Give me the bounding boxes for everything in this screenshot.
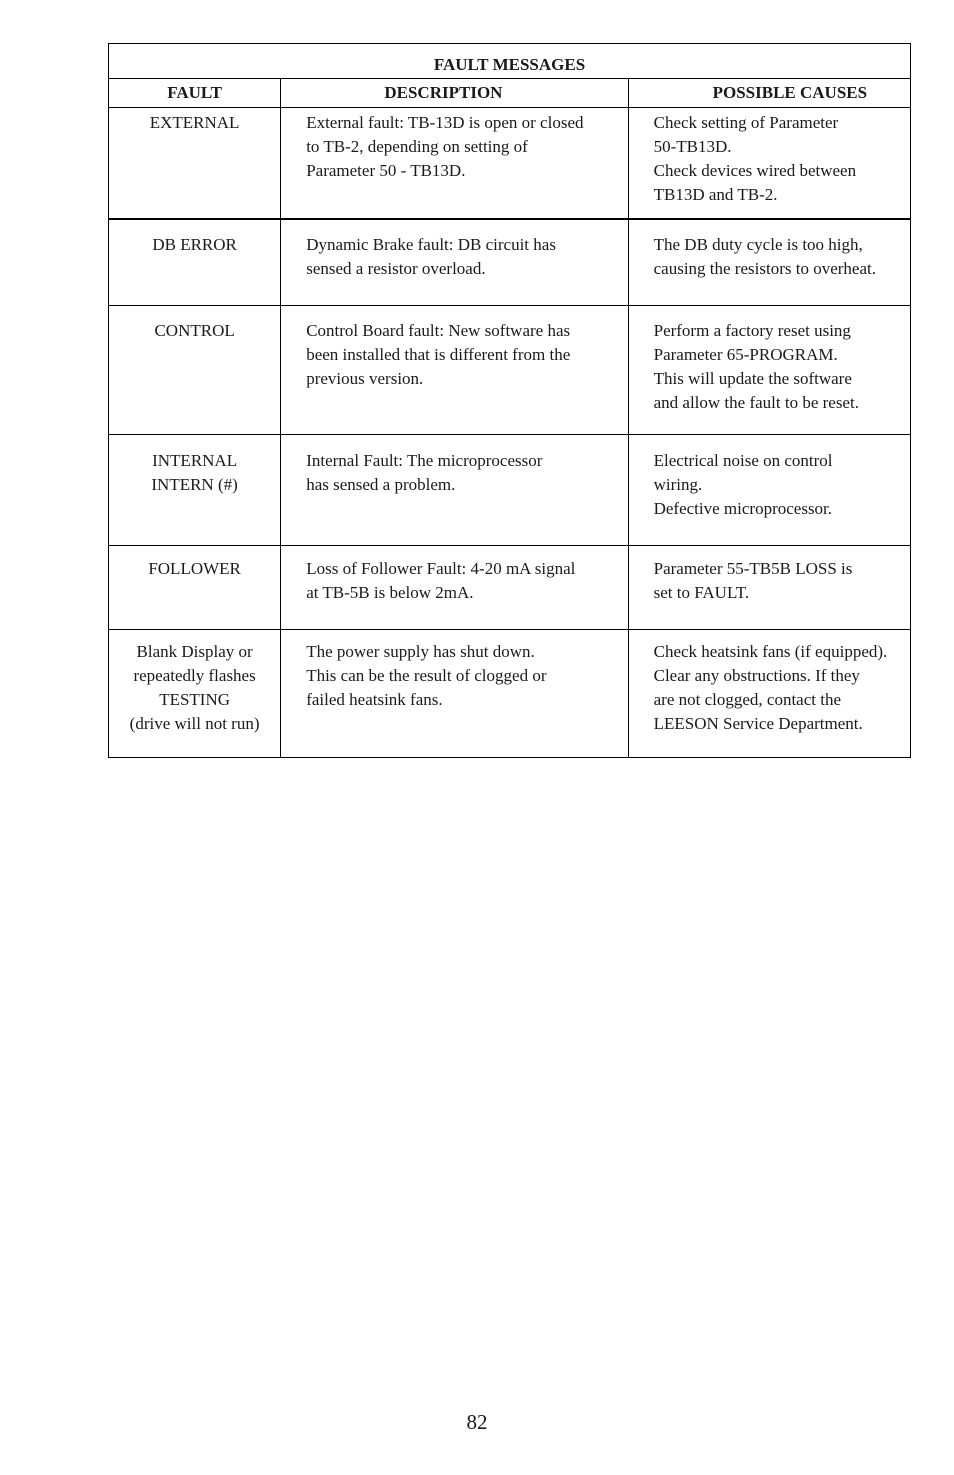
causes-text: This will update the software xyxy=(653,369,852,388)
fault-messages-table xyxy=(108,43,911,758)
causes-text: 50-TB13D. xyxy=(653,137,732,156)
fault-text: EXTERNAL xyxy=(149,113,240,132)
column-header-description: DESCRIPTION xyxy=(281,79,628,108)
causes-cell xyxy=(628,108,910,220)
description-text: Internal Fault: The microprocessor xyxy=(306,451,543,470)
description-text: This can be the result of clogged or xyxy=(306,666,547,685)
table-row xyxy=(109,546,911,630)
causes-text: Check devices wired between xyxy=(653,161,857,180)
causes-text: Check setting of Parameter xyxy=(653,113,839,132)
column-header-possible-causes: POSSIBLE CAUSES xyxy=(628,79,910,108)
causes-cell xyxy=(628,219,910,306)
fault-text: Blank Display or xyxy=(136,642,253,661)
description-cell xyxy=(281,306,628,435)
table-header-row xyxy=(109,79,911,108)
causes-text: wiring. xyxy=(653,475,703,494)
causes-text: Electrical noise on control xyxy=(653,451,833,470)
table-title-row xyxy=(109,44,911,79)
fault-text: DB ERROR xyxy=(152,235,237,254)
description-text: to TB-2, depending on setting of xyxy=(306,137,528,156)
causes-text: Parameter 65-PROGRAM. xyxy=(653,345,838,364)
page-number: 82 xyxy=(466,1410,488,1434)
description-cell xyxy=(281,630,628,758)
fault-cell xyxy=(109,306,281,435)
fault-text: INTERNAL xyxy=(152,451,238,470)
causes-cell xyxy=(628,435,910,546)
description-text: failed heatsink fans. xyxy=(306,690,443,709)
description-cell xyxy=(281,219,628,306)
table-row xyxy=(109,630,911,758)
fault-text: FOLLOWER xyxy=(148,559,241,578)
causes-text: Check heatsink fans (if equipped). xyxy=(653,642,888,661)
table-row xyxy=(109,435,911,546)
causes-text: set to FAULT. xyxy=(653,583,750,602)
description-text: Control Board fault: New software has xyxy=(306,321,571,340)
table-row xyxy=(109,108,911,220)
description-text: Dynamic Brake fault: DB circuit has xyxy=(306,235,556,254)
table-title: FAULT MESSAGES xyxy=(109,44,911,79)
causes-text: causing the resistors to overheat. xyxy=(653,259,876,278)
description-text: External fault: TB-13D is open or closed xyxy=(306,113,584,132)
causes-text: and allow the fault to be reset. xyxy=(653,393,859,412)
fault-cell xyxy=(109,219,281,306)
causes-text: Parameter 55-TB5B LOSS is xyxy=(653,559,853,578)
causes-text: TB13D and TB-2. xyxy=(653,185,778,204)
fault-cell xyxy=(109,108,281,220)
description-cell xyxy=(281,546,628,630)
causes-cell xyxy=(628,630,910,758)
fault-text: (drive will not run) xyxy=(129,714,260,733)
fault-text: repeatedly flashes xyxy=(133,666,256,685)
causes-text: Defective microprocessor. xyxy=(653,499,833,518)
description-cell xyxy=(281,435,628,546)
description-text: Parameter 50 - TB13D. xyxy=(306,161,466,180)
causes-text: Perform a factory reset using xyxy=(653,321,851,340)
description-text: The power supply has shut down. xyxy=(306,642,535,661)
description-text: sensed a resistor overload. xyxy=(306,259,486,278)
causes-cell xyxy=(628,306,910,435)
causes-text: Clear any obstructions. If they xyxy=(653,666,860,685)
fault-cell xyxy=(109,630,281,758)
table-row xyxy=(109,219,911,306)
fault-cell xyxy=(109,435,281,546)
table-row xyxy=(109,306,911,435)
causes-text: LEESON Service Department. xyxy=(653,714,863,733)
description-text: at TB-5B is below 2mA. xyxy=(306,583,474,602)
column-header-fault: FAULT xyxy=(109,79,281,108)
fault-cell xyxy=(109,546,281,630)
description-text: has sensed a problem. xyxy=(306,475,456,494)
causes-text: are not clogged, contact the xyxy=(653,690,841,709)
description-text: been installed that is different from the xyxy=(306,345,571,364)
causes-text: The DB duty cycle is too high, xyxy=(653,235,863,254)
fault-text: CONTROL xyxy=(154,321,235,340)
fault-text: INTERN (#) xyxy=(151,475,238,494)
description-text: previous version. xyxy=(306,369,424,388)
description-text: Loss of Follower Fault: 4-20 mA signal xyxy=(306,559,576,578)
causes-cell xyxy=(628,546,910,630)
description-cell xyxy=(281,108,628,220)
fault-text: TESTING xyxy=(159,690,231,709)
